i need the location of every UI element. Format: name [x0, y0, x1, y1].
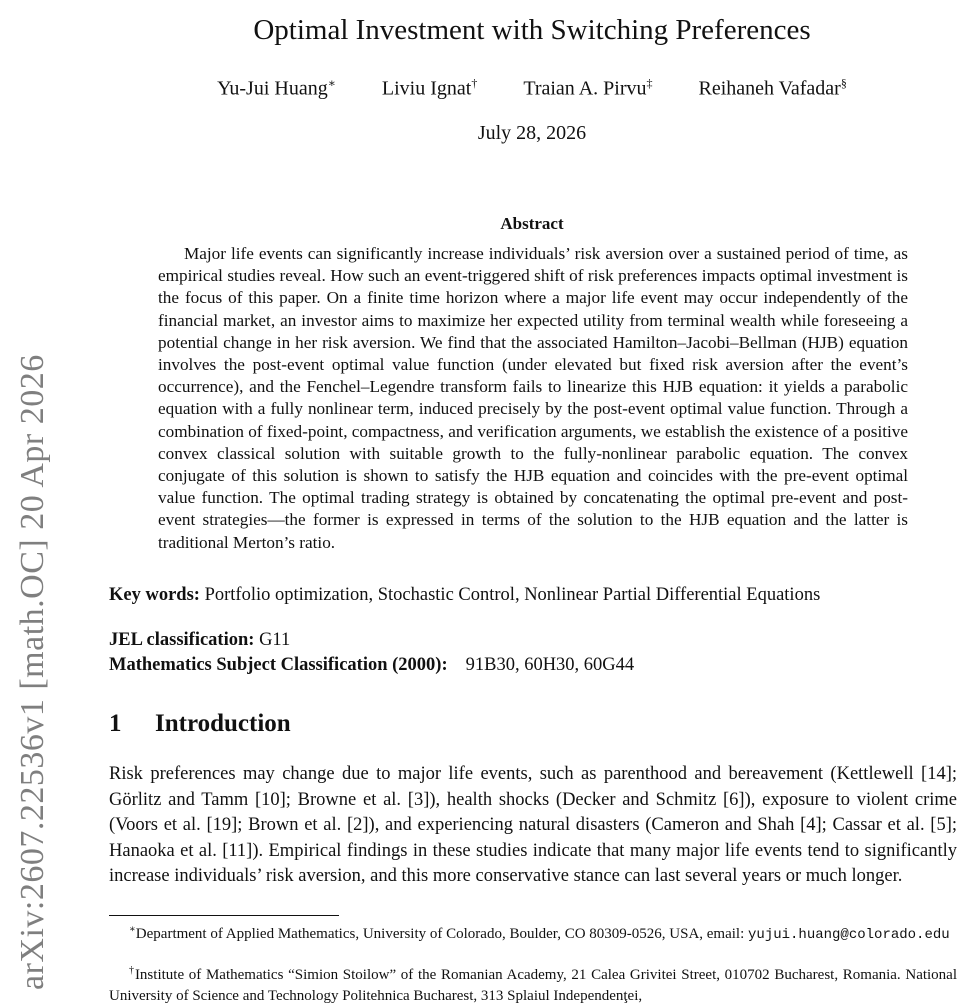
author	[523, 76, 652, 101]
author-mark: ‡	[646, 76, 653, 90]
msc-label: Mathematics Subject Classification (2000):	[109, 655, 448, 675]
author	[382, 76, 477, 101]
keywords-label: Key words:	[109, 585, 200, 605]
footnote-email[interactable]: yujui.huang@colorado.edu	[748, 927, 950, 943]
paper-title: Optimal Investment with Switching Preferences	[253, 14, 811, 46]
author-mark: §	[840, 76, 847, 90]
paper-date: July 28, 2026	[477, 122, 587, 144]
msc-classification	[109, 655, 634, 676]
author	[217, 76, 336, 101]
abstract-heading: Abstract	[500, 214, 564, 233]
author-name: Liviu Ignat	[381, 77, 472, 100]
jel-label: JEL classification:	[109, 630, 255, 650]
author-list	[100, 76, 964, 101]
keywords-value: Portfolio optimization, Stochastic Control, Nonlinear Partial Differential Equations	[204, 585, 821, 605]
footnote-text: Department of Applied Mathematics, University of Colorado, Boulder, CO 80309-0526, USA, email:	[135, 926, 749, 942]
footnote-mark: ∗	[129, 924, 136, 935]
footnote	[109, 961, 957, 1006]
section-title: Introduction	[155, 710, 291, 737]
abstract-text: Major life events can significantly increase individuals’ risk aversion over a sustained period of time, as empirical studies reveal. How such an event-triggered shift of risk preferences impacts optimal investment is the focus of this paper. On a finite time horizon where a major life event may occur independently of the financial market, an investor aims to maximize her expected utility from terminal wealth while foreseeing a potential change in her risk aversion. We find that the associated Hamilton–Jacobi–Bellman (HJB) equation involves the post-event optimal value function (under elevated but fixed risk aversion after the event’s occurrence), and the Fenchel–Legendre transform fails to linearize this HJB equation: it yields a parabolic equation with a fully nonlinear term, induced precisely by the post-event optimal value function. Through a combination of fixed-point, compactness, and verification arguments, we establish the existence of a positive convex classical solution with suitable growth to the fully-nonlinear parabolic equation. The convex conjugate of this solution is shown to satisfy the HJB equation and coincides with the pre-event optimal value function. The optimal trading strategy is obtained by concatenating the optimal pre-event and post-event strategies—the former is expressed in terms of the solution to the HJB equation and the latter is traditional Merton’s ratio.	[158, 244, 908, 552]
footnote-divider	[109, 915, 339, 916]
msc-value: 91B30, 60H30, 60G44	[465, 655, 635, 675]
author	[698, 76, 846, 101]
author-mark: †	[471, 76, 478, 90]
author-name: Traian A. Pirvu	[523, 77, 647, 100]
arxiv-identifier: arXiv:2607.22536v1 [math.OC] 20 Apr 2026	[14, 354, 51, 990]
author-name: Reihaneh Vafadar	[698, 77, 841, 100]
intro-paragraph: Risk preferences may change due to major life events, such as parenthood and bereavement (Kettlewell [14]; Görlitz and Tamm [10]; Browne et al. [3]), health shocks (Decker and Schmitz [6]), exposure to violent crime (Voors et al. [19]; Brown et al. [2]), and experiencing natural disasters (Cameron and Shah [4]; Cassar et al. [5]; Hanaoka et al. [11]). Empirical findings in these studies indicate that many major life events tend to significantly increase individuals’ risk aversion, and this more conservative stance can last several years or much longer.	[109, 764, 957, 887]
footnote-mark: †	[129, 965, 135, 976]
section-heading	[109, 710, 291, 738]
author-name: Yu-Jui Huang	[217, 77, 328, 100]
author-mark: ∗	[327, 76, 336, 90]
section-number: 1	[109, 710, 122, 737]
jel-value: G11	[259, 630, 291, 650]
footnote-text: Institute of Mathematics “Simion Stoilow” of the Romanian Academy, 21 Calea Grivitei Street, 010702 Bucharest, Romania. National University of Science and Technology Politehnica Bucharest, 313 Splaiul Independenţei,	[109, 967, 958, 1004]
keywords	[109, 585, 959, 606]
jel-classification	[109, 630, 290, 651]
footnote	[109, 920, 957, 946]
